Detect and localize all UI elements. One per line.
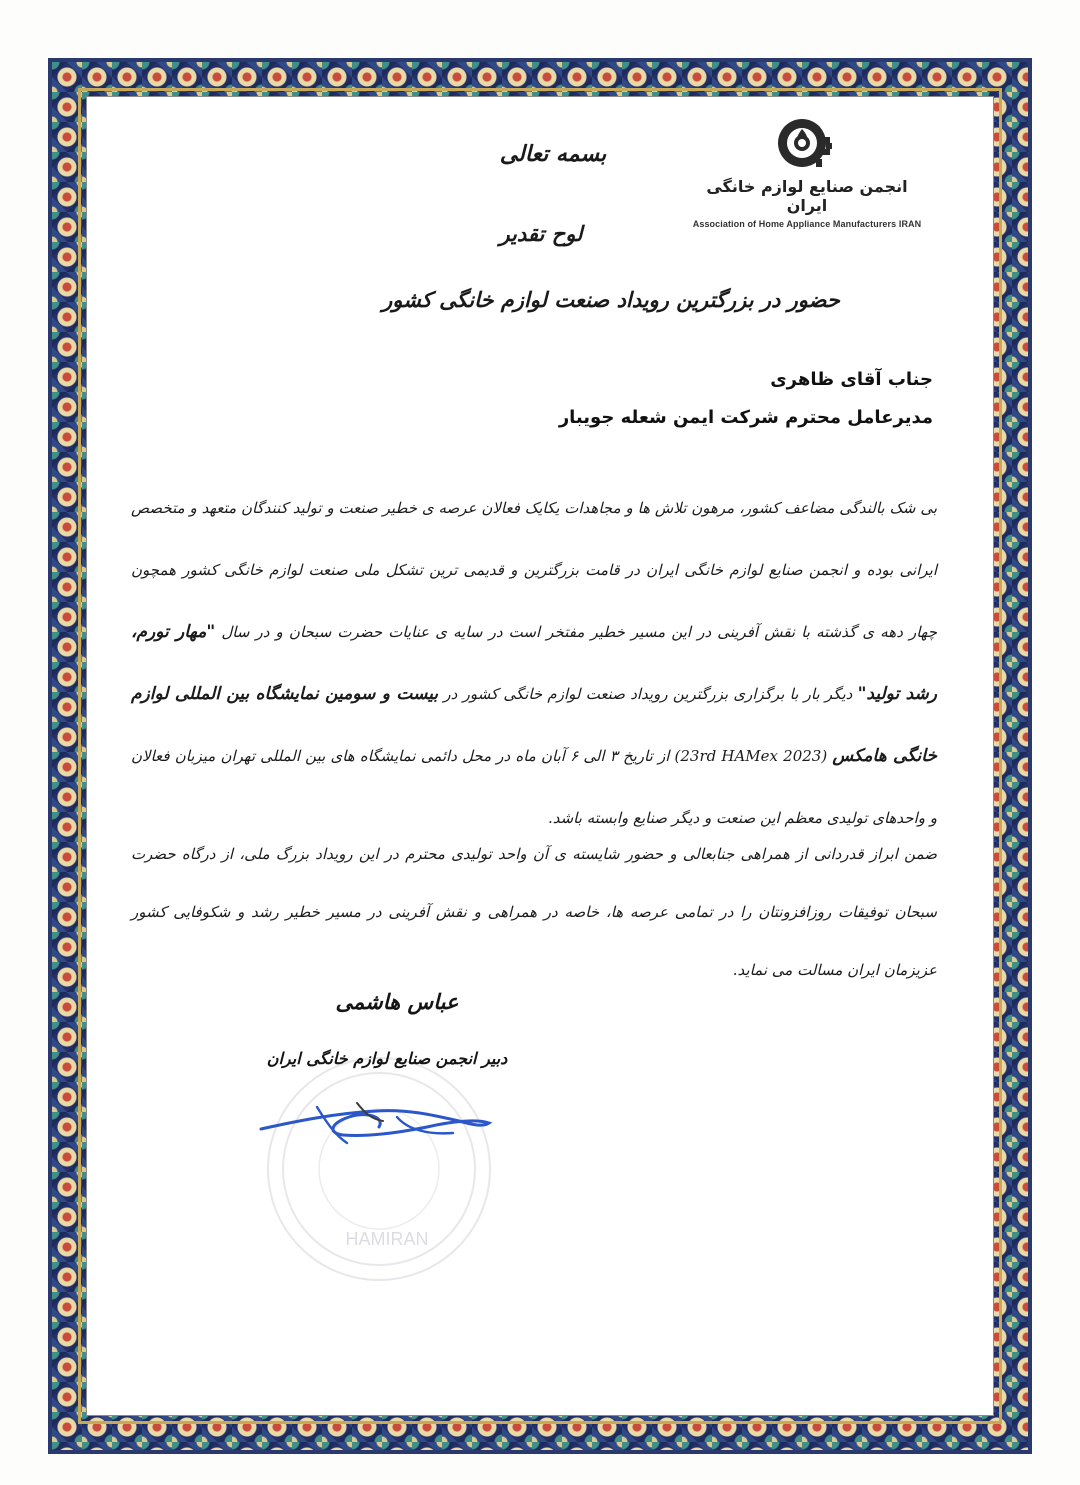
logo-name-fa: انجمن صنایع لوازم خانگی ایران — [706, 177, 908, 215]
svg-text:HAMIRAN: HAMIRAN — [345, 1229, 429, 1249]
body-text-part1: بی شک بالندگی مضاعف کشور، مرهون تلاش ها و مجاهدات یکایک فعالان عرصه ی خطیر صنعت و تولید کنندگان متعهد و متخصص ایرانی بوده و انجمن صنایع لوازم خانگی ایران در قامت بزرگترین و قدیمی ترین تشکل ملی صنعت لوازم خانگی کشور همچون چهار دهه ی گذشته با نقش آفرینی در این مسیر خطیر مفتخر است در سایه ی عنایات حضرت سبحان و در سال — [131, 499, 937, 641]
association-logo — [687, 109, 927, 229]
year-slogan: "مهار تورم، رشد تولید" — [131, 622, 937, 704]
recipient-role: مدیرعامل محترم شرکت ایمن شعله جویبار — [558, 407, 933, 428]
body-text-part2: دیگر بار با برگزاری بزرگترین رویداد صنعت لوازم خانگی کشور در — [443, 685, 853, 703]
body-paragraph-1 — [131, 477, 937, 849]
certificate-title: لوح تقدیر — [499, 221, 583, 246]
invocation-heading: بسمه تعالی — [499, 141, 607, 167]
signer-title: دبیر انجمن صنایع لوازم خانگی ایران — [266, 1049, 508, 1068]
signature-mark-icon — [257, 1077, 497, 1157]
recipient-name: جناب آقای ظاهری — [770, 369, 933, 390]
body-text-part3: (23rd HAMex 2023) از تاریخ ۳ الی ۶ آبان ماه در محل دائمی نمایشگاه های بین المللی تهران میزبان فعالان و واحدهای تولیدی معظم این صنعت و دیگر صنایع وابسته باشد. — [131, 747, 937, 827]
certificate-content — [86, 96, 994, 1416]
handwritten-signature — [257, 1077, 497, 1161]
exhibition-name: بیست و سومین نمایشگاه بین المللی لوازم خانگی هامکس — [131, 684, 937, 766]
signer-name: عباس هاشمی — [335, 989, 459, 1014]
body-paragraph-2: ضمن ابراز قدردانی از همراهی جنابعالی و حضور شایسته ی آن واحد تولیدی محترم در این رویداد بزرگ ملی، از درگاه حضرت سبحان توفیقات روزافزونتان را در تمامی عرصه ها، خاصه در همراهی و نقش آفرینی در مسیر خطیر رشد و شکوفایی کشور عزیزمان ایران مسالت می نماید. — [131, 845, 937, 979]
certificate-subtitle: حضور در بزرگترین رویداد صنعت لوازم خانگی کشور — [382, 287, 840, 312]
logo-name-en: Association of Home Appliance Manufacturers IRAN — [692, 219, 922, 229]
